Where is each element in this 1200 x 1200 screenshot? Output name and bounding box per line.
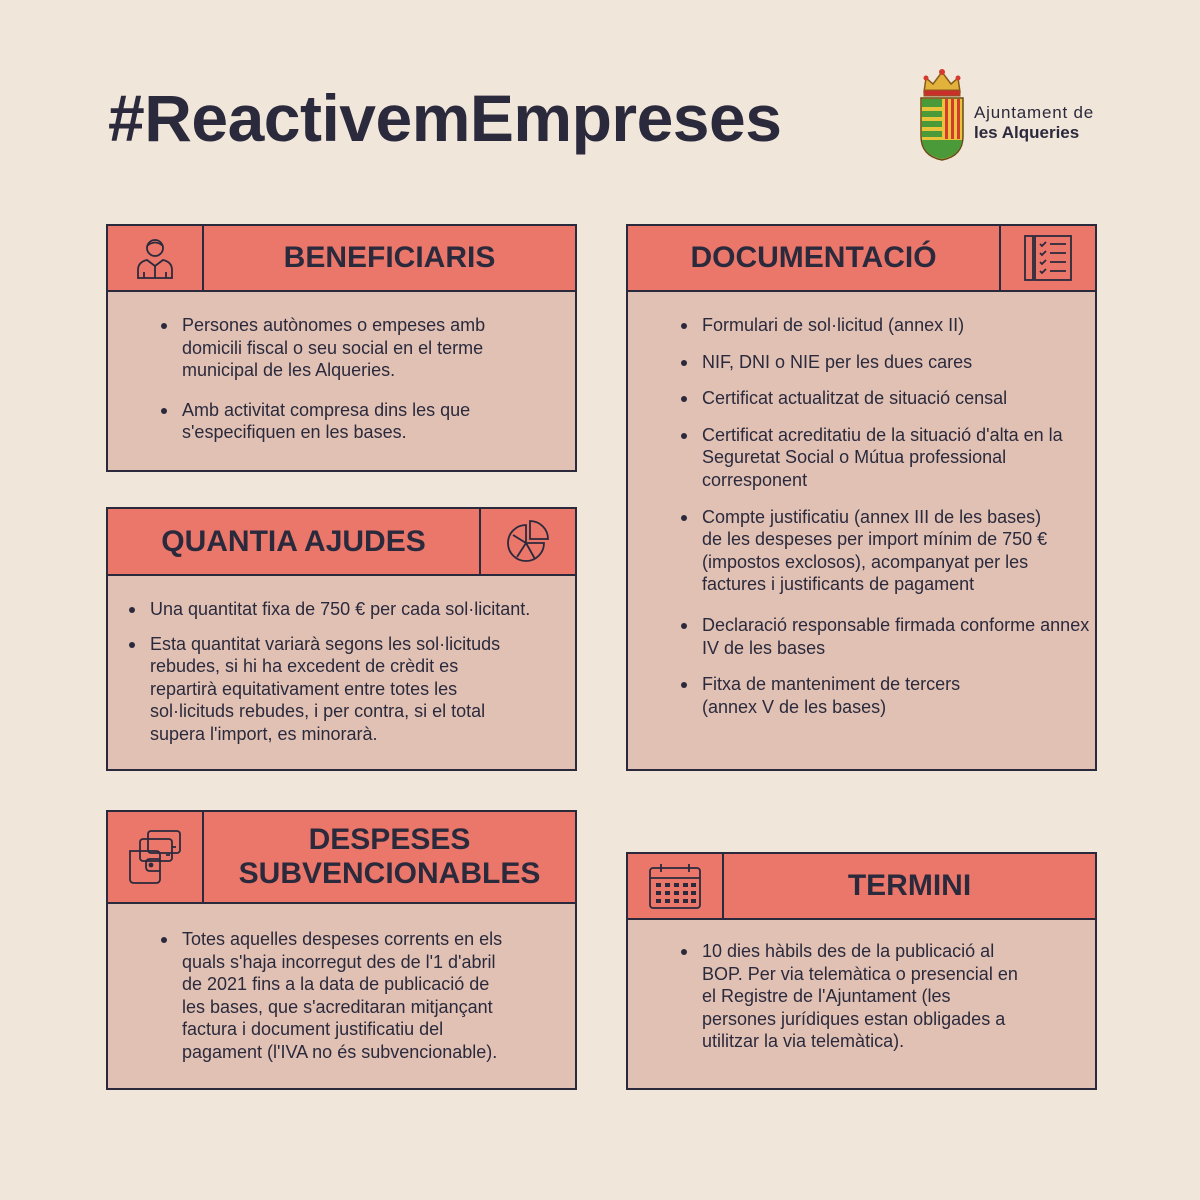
icon-box [999,226,1095,290]
town-hall-logo [916,66,1116,166]
card-title-line-1: DESPESES [308,823,471,856]
card-title [204,812,575,902]
checklist-icon [1023,234,1073,282]
list-item: Una quantitat fixa de 750 € per cada sol·licitant. [128,598,568,621]
card-body [108,576,575,769]
card-beneficiaris [106,224,577,472]
card-documentacio [626,224,1097,771]
card-title-line-2: SUBVENCIONABLES [238,857,541,890]
card-title: DOCUMENTACIÓ [690,241,937,274]
card-despeses-subvencionables [106,810,577,1090]
pie-chart-icon [505,519,551,565]
page-title: #ReactivemEmpreses [108,81,782,155]
item-list [680,314,1090,718]
card-body [108,292,575,470]
card-header [108,812,575,904]
card-title: QUANTIA AJUDES [161,524,426,558]
card-body [628,920,1095,1088]
coat-of-arms-icon [916,66,968,162]
card-termini [626,852,1097,1090]
card-header [108,226,575,292]
list-item: Compte justificatiu (annex III de les bases) de les despeses per import mínim de 750 € (impostos exclosos), acompanyat per les factures i justificants de pagament [680,506,1090,596]
list-item: Fitxa de manteniment de tercers (annex V de les bases) [680,673,1090,718]
icon-box [479,509,575,574]
card-title: TERMINI [847,869,972,902]
list-item: NIF, DNI o NIE per les dues cares [680,351,1090,374]
card-header [108,509,575,576]
list-item: Persones autònomes o empeses amb domicili fiscal o seu social en el terme municipal de les Alqueries. [160,314,520,382]
logo-text [974,103,1094,143]
card-quantia-ajudes [106,507,577,771]
list-item: Certificat actualitzat de situació censal [680,387,1090,410]
logo-line-1: Ajuntament de [974,103,1095,122]
calendar-icon [648,862,702,910]
icon-box [628,854,724,918]
list-item: Formulari de sol·licitud (annex II) [680,314,1090,337]
card-body [108,904,575,1088]
item-list [680,940,1025,1053]
list-item: Declaració responsable firmada conforme annex IV de les bases [680,614,1090,659]
list-item: Certificat acreditatiu de la situació d'alta en la Seguretat Social o Mútua professional corresponent [680,424,1090,492]
card-title: BENEFICIARIS [283,241,496,274]
person-icon [135,236,175,280]
card-body [628,292,1095,769]
list-item: Amb activitat compresa dins les que s'especifiquen en les bases. [160,399,520,444]
card-header [628,854,1095,920]
icon-box [108,226,204,290]
list-item: 10 dies hàbils des de la publicació al BOP. Per via telemàtica o presencial en el Registre de l'Ajuntament (les persones jurídiques estan obligades a utilitzar la via telemàtica). [680,940,1025,1053]
list-item: Esta quantitat variarà segons les sol·licituds rebudes, si hi ha excedent de crèdit es repartirà equitativament entre totes les sol·licituds rebudes, i per contra, si el total supera l'import, es minorarà. [128,633,568,746]
item-list [128,598,568,746]
item-list [160,314,520,444]
list-item: Totes aquelles despeses corrents en els quals s'haja incorregut des de l'1 d'abril de 2021 fins a la data de publicació de les bases, que s'acreditaran mitjançant factura i document justificatiu del pagament (l'IVA no és subvencionable). [160,928,510,1064]
icon-box [108,812,204,902]
card-header [628,226,1095,292]
logo-line-2: les Alqueries [974,123,1080,142]
item-list [160,928,510,1064]
money-icon [126,829,184,885]
